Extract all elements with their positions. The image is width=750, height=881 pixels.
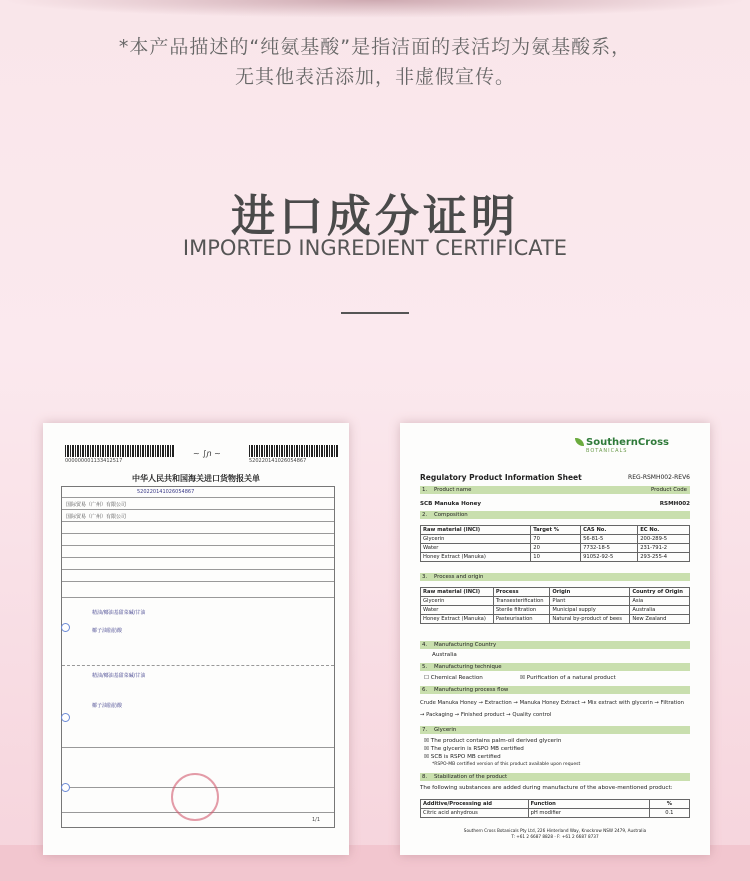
declaration-number: 520220141026054867 [137, 489, 195, 495]
barcode-left-number: 000000001133412517 [65, 458, 123, 464]
manufacturing-country: Australia [432, 652, 457, 658]
process-flow-line-1: Crude Manuka Honey → Extraction → Manuka Honey Extract → Mix extract with glycerin → Filtration [420, 700, 684, 706]
sheet-title: Regulatory Product Information Sheet [420, 473, 582, 482]
top-shadow [0, 0, 750, 18]
punch-hole [61, 783, 70, 792]
composition-table: Raw material (INCI) Target % CAS No. EC No. Glycerin 70 56-81-5 200-289-5 Water 20 7732-18-5 231-791-2 Honey Extract (Manuka) 10 91052-92-5 293-255-4 [420, 525, 690, 562]
footer-contact: T: +61 2 6687 8828 · F: +61 2 6687 8737 [511, 834, 599, 839]
goods-description-4: 椰子油脂肪酸 [92, 703, 123, 709]
goods-description-2: 椰子油脂肪酸 [92, 628, 123, 634]
page-subtitle: IMPORTED INGREDIENT CERTIFICATE [182, 236, 568, 260]
customs-declaration-document [43, 423, 349, 855]
barcode-right-number: 520220141026054867 [249, 458, 307, 464]
customs-title: 中华人民共和国海关进口货物报关单 [132, 474, 260, 483]
page-number: 1/1 [312, 817, 321, 823]
company-name-2: 国际贸易（广州）有限公司 [66, 514, 127, 520]
title-divider [341, 312, 409, 314]
leaf-logo-icon [575, 438, 584, 446]
notice-line-1: *本产品描述的“纯氨基酸”是指洁面的表活均为氨基酸系， [118, 36, 632, 58]
punch-hole [61, 713, 70, 722]
goods-description-3: 精油/椰油基甜菜碱/甘油 [92, 673, 146, 679]
stabilization-table: Additive/Processing aid Function % Citric acid anhydrous pH modifier 0.1 [420, 799, 690, 818]
stabilization-text: The following substances are added during manufacture of the above-mentioned product: [420, 785, 673, 791]
glycerin-note: *RSPO-MB certified version of this product available upon request [432, 762, 581, 767]
barcode-left [65, 445, 175, 457]
handwritten-signature: ~ ∫ɲ ~ [193, 449, 221, 458]
footer-address: Southern Cross Botanicals Pty Ltd, 226 Hinterland Way, Knockrow NSW 2479, Australia [463, 828, 647, 833]
punch-hole [61, 623, 70, 632]
glycerin-line-1: ☒ The product contains palm-oil derived glycerin [424, 738, 562, 744]
goods-description-1: 精油/椰油基甜菜碱/甘油 [92, 610, 146, 616]
process-origin-table: Raw material (INCI) Process Origin Country of Origin Glycerin Transesterification Plant Asia Water Sterile filtration Municipal supply Australia Honey Extract (Manuka) Pasteurisation Natural by-product of bees New Zealand [420, 587, 690, 624]
section-process-origin: 3. Process and origin [420, 573, 690, 581]
section-composition: 2. Composition [420, 511, 690, 519]
section-product-name: 1. Product name Product Code [420, 486, 690, 494]
section-manufacturing-technique: 5. Manufacturing technique [420, 663, 690, 671]
section-process-flow: 6. Manufacturing process flow [420, 686, 690, 694]
product-name: SCB Manuka Honey [420, 501, 482, 507]
page-title: 进口成分证明 [231, 191, 519, 242]
barcode-right [249, 445, 339, 457]
technique-chemical: ☐ Chemical Reaction [424, 675, 483, 681]
section-manufacturing-country: 4. Manufacturing Country [420, 641, 690, 649]
company-logo: SouthernCross BOTANICALS [586, 437, 669, 454]
glycerin-line-2: ☒ The glycerin is RSPO MB certified [424, 746, 524, 752]
section-stabilization: 8. Stabilization of the product [420, 773, 690, 781]
sheet-reference: REG-RSMH002-REV6 [628, 474, 690, 481]
process-flow-line-2: → Packaging → Finished product → Quality control [420, 712, 552, 718]
notice-line-2: 无其他表活添加，非虚假宣传。 [234, 66, 515, 88]
company-name: 国际贸易（广州）有限公司 [66, 502, 127, 508]
section-glycerin: 7. Glycerin [420, 726, 690, 734]
product-code: RSMH002 [659, 501, 690, 507]
customs-stamp [171, 773, 219, 821]
glycerin-line-3: ☒ SCB is RSPO MB certified [424, 754, 501, 760]
regulatory-info-sheet [400, 423, 710, 855]
technique-natural: ☒ Purification of a natural product [520, 675, 616, 681]
